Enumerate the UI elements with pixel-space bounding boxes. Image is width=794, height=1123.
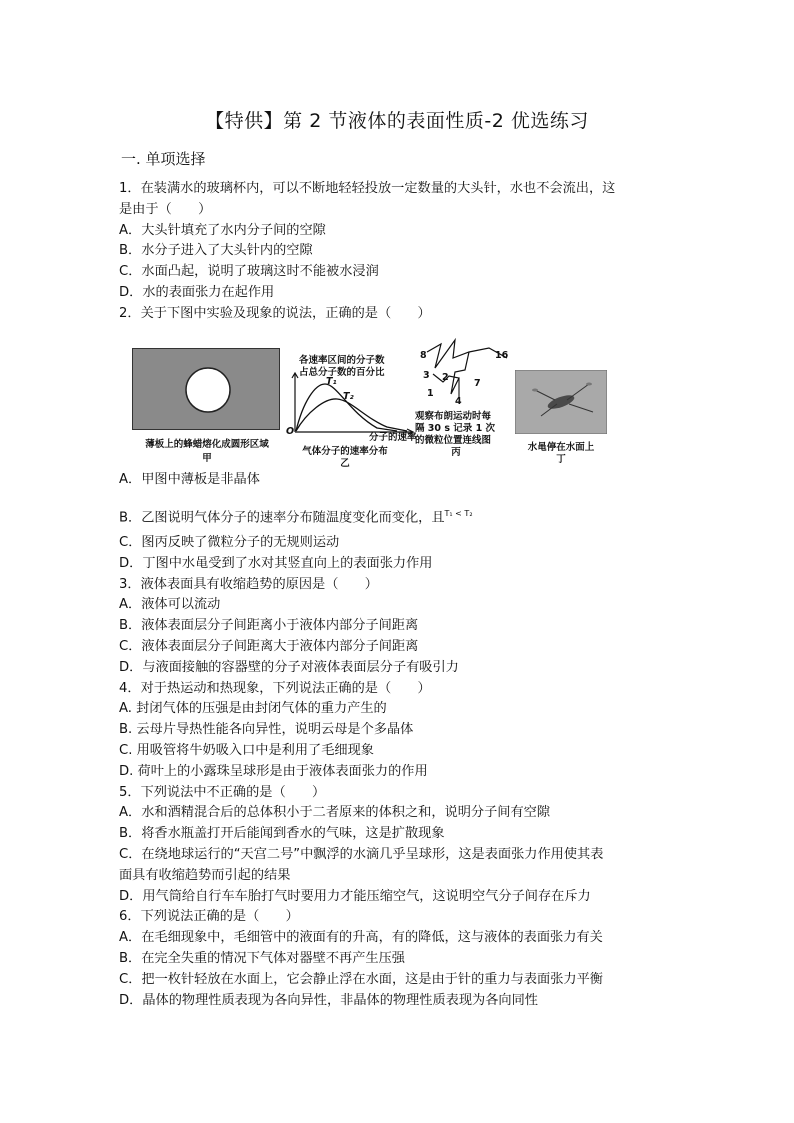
curve-t2-label: T₂ bbox=[343, 391, 354, 402]
point-label-7: 7 bbox=[474, 378, 481, 389]
q3-option-b: B．液体表面层分子间距离小于液体内部分子间距离 bbox=[119, 618, 419, 634]
point-label-8: 8 bbox=[420, 350, 427, 361]
q2-option-c: C．图丙反映了微粒分子的无规则运动 bbox=[119, 535, 340, 550]
q6-option-c: C．把一枚针轻放在水面上，它会静止浮在水面，这是由于针的重力与表面张力平衡 bbox=[119, 971, 603, 987]
q5-option-b: B．将香水瓶盖打开后能闻到香水的气味，这是扩散现象 bbox=[119, 826, 445, 842]
q2-option-a: A．甲图中薄板是非晶体 bbox=[119, 472, 260, 487]
curve-t1-label: T₁ bbox=[326, 376, 337, 387]
figure-yi-ylabel-1: 各速率区间的分子数 bbox=[299, 355, 385, 366]
q5-option-c-line2: 面具有收缩趋势而引起的结果 bbox=[119, 867, 291, 883]
q3-option-a: A．液体可以流动 bbox=[119, 597, 221, 613]
q4-option-c: C. 用吸管将牛奶吸入口中是利用了毛细现象 bbox=[119, 742, 374, 758]
q1-option-b: B．水分子进入了大头针内的空隙 bbox=[119, 243, 313, 259]
figure-ding bbox=[515, 370, 607, 438]
q3-stem: 3．液体表面具有收缩趋势的原因是（ ） bbox=[119, 576, 378, 592]
q5-option-a: A．水和酒精混合后的总体积小于二者原来的体积之和，说明分子间有空隙 bbox=[119, 805, 551, 821]
q2-option-d: D．丁图中水黾受到了水对其竖直向上的表面张力作用 bbox=[119, 555, 433, 571]
figure-yi-label: 乙 bbox=[340, 458, 350, 469]
speed-distribution-plot bbox=[287, 372, 417, 434]
q2-option-b bbox=[119, 504, 679, 529]
point-label-4: 4 bbox=[455, 396, 462, 407]
q1-option-a: A．大头针填充了水内分子间的空隙 bbox=[119, 222, 326, 238]
q6-option-a: A．在毛细现象中，毛细管中的液面有的升高，有的降低，这与液体的表面张力有关 bbox=[119, 930, 603, 946]
figure-bing-caption-3: 的微粒位置连线图 bbox=[415, 435, 492, 446]
figure-yi-caption: 气体分子的速率分布 bbox=[302, 446, 388, 457]
q2-q3-q4-block bbox=[119, 533, 679, 1011]
figure-jia-label: 甲 bbox=[202, 453, 212, 464]
wax-plate-image bbox=[132, 348, 280, 430]
q2-options bbox=[119, 470, 679, 491]
figure-bing bbox=[419, 338, 515, 410]
q2-stem: 2．关于下图中实验及现象的说法，正确的是（ ） bbox=[119, 305, 431, 321]
q6-option-d: D．晶体的物理性质表现为各向异性，非晶体的物理性质表现为各向同性 bbox=[119, 992, 538, 1008]
water-strider-photo bbox=[515, 370, 607, 434]
figure-bing-caption-1: 观察布朗运动时每 bbox=[415, 411, 492, 422]
q6-option-b: B．在完全失重的情况下气体对器壁不再产生压强 bbox=[119, 950, 405, 966]
q1-stem-line2: 是由于（ ） bbox=[119, 201, 212, 217]
figure-yi-origin: O bbox=[286, 426, 295, 437]
q4-option-d: D. 荷叶上的小露珠呈球形是由于液体表面张力的作用 bbox=[119, 763, 428, 779]
q4-option-b: B. 云母片导热性能各向异性，说明云母是个多晶体 bbox=[119, 722, 414, 738]
q2-figures bbox=[119, 338, 619, 470]
figure-ding-label: 丁 bbox=[556, 454, 566, 465]
figure-bing-caption-2: 隔 30 s 记录 1 次 bbox=[415, 423, 496, 434]
figure-yi-xlabel: 分子的速率 bbox=[369, 432, 417, 443]
figure-bing-label: 丙 bbox=[451, 447, 461, 458]
figure-jia bbox=[132, 348, 280, 434]
q1-stem-line1: 1．在装满水的玻璃杯内，可以不断地轻轻投放一定数量的大头针，水也不会流出，这 bbox=[119, 181, 616, 196]
q2-option-b-formula: T₁ < T₂ bbox=[444, 509, 473, 518]
figure-jia-caption: 薄板上的蜂蜡熔化成圆形区域 bbox=[145, 439, 269, 450]
point-label-16: 16 bbox=[495, 350, 509, 361]
q5-option-d: D．用气筒给自行车车胎打气时要用力才能压缩空气，这说明空气分子间存在斥力 bbox=[119, 888, 591, 904]
figure-ding-caption: 水黾停在水面上 bbox=[527, 442, 595, 453]
q4-stem: 4．对于热运动和热现象，下列说法正确的是（ ） bbox=[119, 680, 431, 696]
q3-option-c: C．液体表面层分子间距离大于液体内部分子间距离 bbox=[119, 638, 419, 654]
point-label-3: 3 bbox=[423, 370, 430, 381]
q4-option-a: A. 封闭气体的压强是由封闭气体的重力产生的 bbox=[119, 701, 387, 717]
figure-yi-ylabel-2: 占总分子数的百分比 bbox=[299, 367, 385, 378]
q5-stem: 5．下列说法中不正确的是（ ） bbox=[119, 784, 326, 800]
q1-option-d: D．水的表面张力在起作用 bbox=[119, 284, 275, 300]
q3-option-d: D．与液面接触的容器壁的分子对液体表面层分子有吸引力 bbox=[119, 659, 459, 675]
q2-option-b-row bbox=[119, 504, 679, 529]
point-label-1: 1 bbox=[427, 388, 434, 399]
question-1 bbox=[119, 179, 679, 325]
point-label-2: 2 bbox=[442, 372, 449, 383]
q1-option-c: C．水面凸起，说明了玻璃这时不能被水浸润 bbox=[119, 264, 379, 280]
q6-stem: 6．下列说法正确的是（ ） bbox=[119, 909, 299, 925]
q2-option-b-text: B．乙图说明气体分子的速率分布随温度变化而变化，且 bbox=[119, 510, 445, 526]
page-title: 【特供】第 2 节液体的表面性质-2 优选练习 bbox=[205, 110, 589, 132]
q5-option-c-line1: C．在绕地球运行的“天宫二号”中飘浮的水滴几乎呈球形，这是表面张力作用使其表 bbox=[119, 846, 604, 862]
section-heading: 一. 单项选择 bbox=[121, 150, 206, 168]
